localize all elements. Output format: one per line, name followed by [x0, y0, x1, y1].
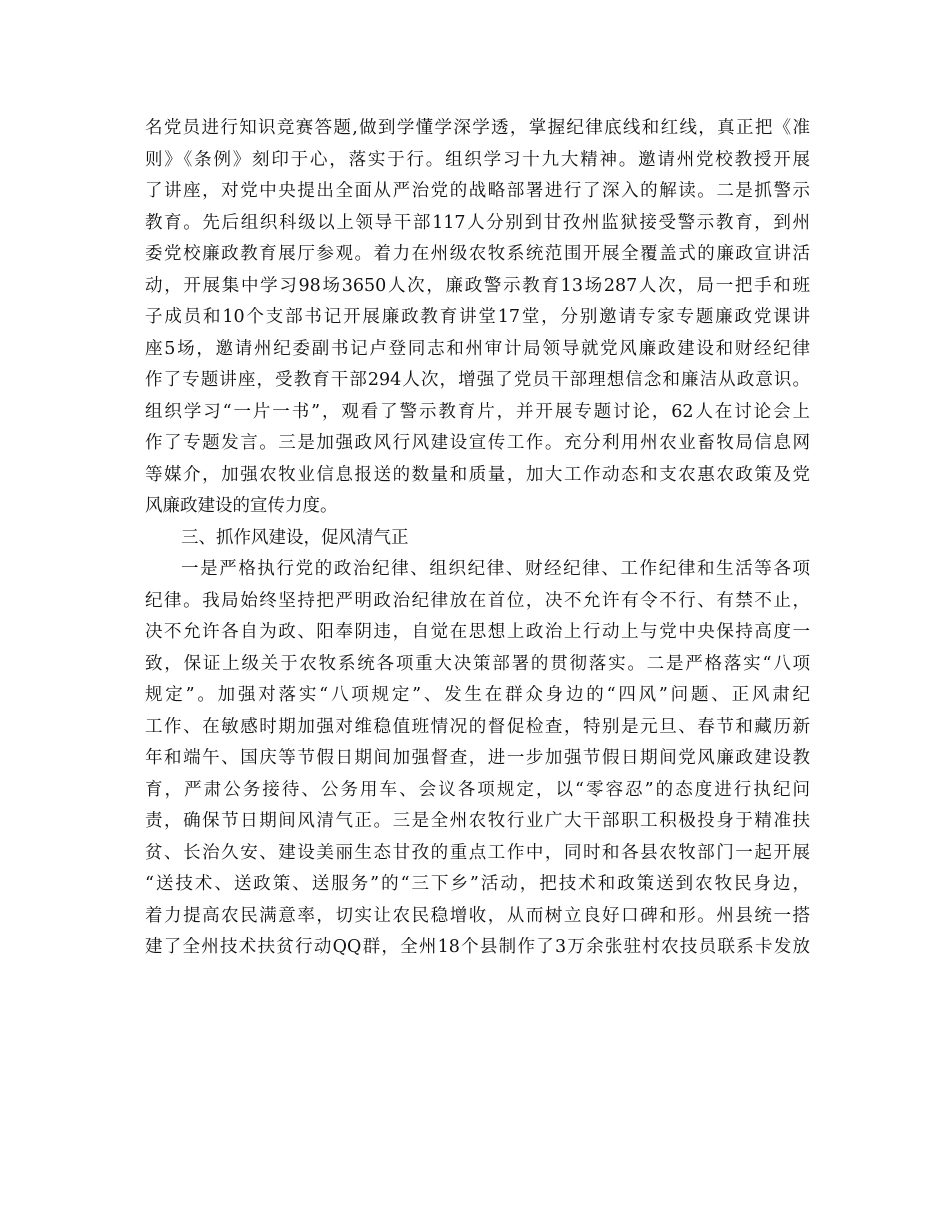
paragraph-line: 责，确保节日期间风清气正。三是全州农牧行业广大干部职工积极投身于精准扶 — [145, 811, 810, 831]
paragraph-first-line: 一是严格执行党的政治纪律、组织纪律、财经纪律、工作纪律和生活等各项 — [181, 559, 810, 579]
paragraph-line: 致，保证上级关于农牧系统各项重大决策部署的贯彻落实。二是严格落实“八项 — [145, 653, 810, 674]
paragraph-line: 作了专题发言。三是加强政风行风建设宣传工作。充分利用州农业畜牧局信息网 — [145, 433, 810, 453]
paragraph-line: 则》《条例》刻印于心，落实于行。组织学习十九大精神。邀请州党校教授开展 — [145, 149, 810, 170]
document-page — [145, 113, 810, 964]
paragraph-line: 贫、长治久安、建设美丽生态甘孜的重点工作中，同时和各县农牧部门一起开展 — [145, 842, 810, 863]
paragraph-line: 等媒介，加强农牧业信息报送的数量和质量，加大工作动态和支农惠农政策及党 — [145, 464, 810, 485]
paragraph-line: “送技术、送政策、送服务”的“三下乡”活动，把技术和政策送到农牧民身边， — [145, 874, 810, 894]
paragraph-line: 作了专题讲座，受教育干部294人次，增强了党员干部理想信念和廉洁从政意识。 — [145, 370, 810, 390]
paragraph-line: 工作、在敏感时期加强对维稳值班情况的督促检查，特别是元旦、春节和藏历新 — [145, 716, 810, 737]
paragraph-line: 建了全州技术扶贫行动QQ群，全州18个县制作了3万余张驻村农技员联系卡发放 — [145, 937, 810, 957]
paragraph-line: 组织学习“一片一书”，观看了警示教育片，并开展专题讨论，62人在讨论会上 — [145, 401, 810, 422]
paragraph-line: 着力提高农民满意率，切实让农民稳增收，从而树立良好口碑和形。州县统一搭 — [145, 905, 810, 926]
paragraph-line: 规定”。加强对落实“八项规定”、发生在群众身边的“四风”问题、正风肃纪 — [145, 685, 810, 705]
paragraph-line: 纪律。我局始终坚持把严明政治纪律放在首位，决不允许有令不行、有禁不止， — [145, 590, 810, 611]
paragraph-line: 育，严肃公务接待、公务用车、会议各项规定，以“零容忍”的态度进行执纪问 — [145, 779, 810, 800]
paragraph-line: 座5场，邀请州纪委副书记卢登同志和州审计局领导就党风廉政建设和财经纪律 — [145, 338, 810, 359]
paragraph-line: 了讲座，对党中央提出全面从严治党的战略部署进行了深入的解读。二是抓警示 — [145, 181, 810, 201]
paragraph-line: 委党校廉政教育展厅参观。着力在州级农牧系统范围开展全覆盖式的廉政宣讲活 — [145, 244, 810, 264]
paragraph-line: 教育。先后组织科级以上领导干部117人分别到甘孜州监狱接受警示教育，到州 — [145, 212, 810, 233]
paragraph-line: 名党员进行知识竞赛答题,做到学懂学深学透，掌握纪律底线和红线，真正把《准 — [145, 118, 810, 138]
paragraph-line: 年和端午、国庆等节假日期间加强督查，进一步加强节假日期间党风廉政建设教 — [145, 748, 810, 768]
paragraph-line: 子成员和10个支部书记开展廉政教育讲堂17堂，分别邀请专家专题廉政党课讲 — [145, 307, 810, 327]
section-heading: 三、抓作风建设，促风清气正 — [181, 527, 409, 548]
paragraph-line: 决不允许各自为政、阳奉阴违，自觉在思想上政治上行动上与党中央保持高度一 — [145, 622, 810, 642]
paragraph-line: 动，开展集中学习98场3650人次，廉政警示教育13场287人次，局一把手和班 — [145, 275, 810, 296]
paragraph-last-line: 风廉政建设的宣传力度。 — [145, 496, 338, 516]
